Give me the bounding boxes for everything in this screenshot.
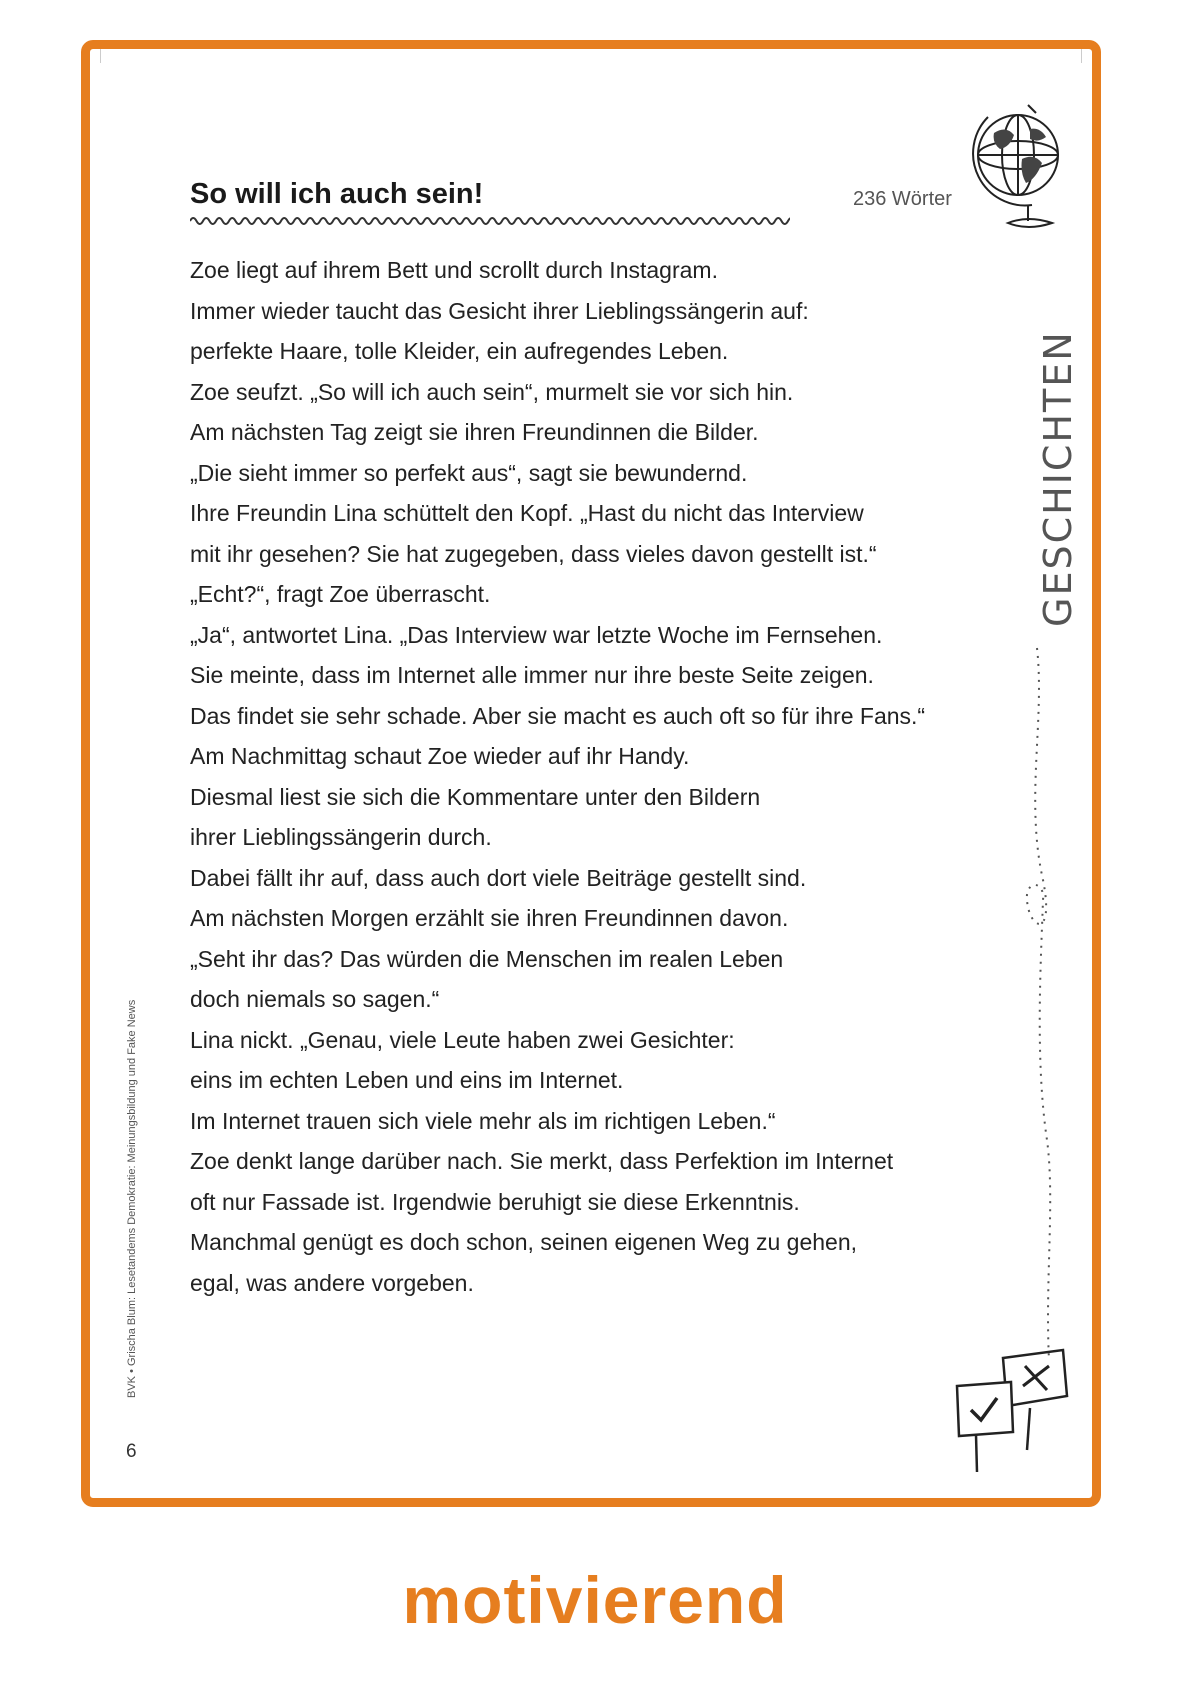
story-line: „Ja“, antwortet Lina. „Das Interview war letzte Woche im Fernsehen. bbox=[190, 621, 883, 648]
story-line: Ihre Freundin Lina schüttelt den Kopf. „Hast du nicht das Interview bbox=[190, 500, 864, 526]
story-line: „Echt?“, fragt Zoe überrascht. bbox=[190, 581, 491, 607]
story-line: doch niemals so sagen.“ bbox=[190, 986, 440, 1012]
story-title: So will ich auch sein! bbox=[190, 178, 484, 210]
story-line: ihrer Lieblingssängerin durch. bbox=[190, 824, 492, 850]
story-line: eins im echten Leben und eins im Internet. bbox=[190, 1067, 624, 1093]
tagline: motivierend bbox=[402, 1563, 788, 1637]
story-line: Am nächsten Morgen erzählt sie ihren Freundinnen davon. bbox=[190, 905, 789, 931]
cross-sign-icon bbox=[1023, 1366, 1049, 1390]
story-line: Lina nickt. „Genau, viele Leute haben zwei Gesichter: bbox=[190, 1026, 735, 1053]
frame-inner-line bbox=[100, 49, 1082, 63]
story-line: egal, was andere vorgeben. bbox=[190, 1269, 474, 1296]
story-line: Am nächsten Tag zeigt sie ihren Freundinnen die Bilder. bbox=[190, 419, 759, 445]
story-text bbox=[190, 250, 990, 1303]
story-line: Manchmal genügt es doch schon, seinen eigenen Weg zu gehen, bbox=[190, 1229, 858, 1255]
story-line: „Seht ihr das? Das würden die Menschen im realen Leben bbox=[190, 945, 784, 972]
story-line: Zoe seufzt. „So will ich auch sein“, murmelt sie vor sich hin. bbox=[190, 378, 794, 405]
globe-icon bbox=[970, 103, 1070, 233]
category-label: GESCHICHTEN bbox=[1036, 330, 1080, 627]
story-line: oft nur Fassade ist. Irgendwie beruhigt sie diese Erkenntnis. bbox=[190, 1188, 800, 1215]
story-line: Im Internet trauen sich viele mehr als im richtigen Leben.“ bbox=[190, 1107, 776, 1134]
dotted-line-decoration bbox=[1015, 640, 1075, 1370]
story-line: Sie meinte, dass im Internet alle immer nur ihre beste Seite zeigen. bbox=[190, 662, 874, 688]
story-line: Das findet sie sehr schade. Aber sie macht es auch oft so für ihre Fans.“ bbox=[190, 702, 926, 729]
page-number: 6 bbox=[126, 1441, 137, 1462]
story-line: mit ihr gesehen? Sie hat zugegeben, dass vieles davon gestellt ist.“ bbox=[190, 540, 877, 567]
story-line: Dabei fällt ihr auf, dass auch dort viele Beiträge gestellt sind. bbox=[190, 864, 807, 891]
publisher-credit: BVK • Grischa Blum: Lesetandems Demokratie: Meinungsbildung und Fake News bbox=[126, 999, 138, 1398]
title-wave-underline bbox=[190, 215, 790, 227]
story-line: perfekte Haare, tolle Kleider, ein aufregendes Leben. bbox=[190, 338, 729, 364]
story-line: Zoe denkt lange darüber nach. Sie merkt, dass Perfektion im Internet bbox=[190, 1148, 894, 1174]
story-line: „Die sieht immer so perfekt aus“, sagt sie bewundernd. bbox=[190, 459, 748, 486]
story-line: Am Nachmittag schaut Zoe wieder auf ihr Handy. bbox=[190, 743, 690, 769]
story-line: Zoe liegt auf ihrem Bett und scrollt durch Instagram. bbox=[190, 257, 718, 283]
story-line: Immer wieder taucht das Gesicht ihrer Lieblingssängerin auf: bbox=[190, 297, 809, 324]
story-line: Diesmal liest sie sich die Kommentare unter den Bildern bbox=[190, 783, 761, 810]
vote-signs-illustration bbox=[955, 1348, 1075, 1478]
word-count: 236 Wörter bbox=[853, 188, 952, 210]
